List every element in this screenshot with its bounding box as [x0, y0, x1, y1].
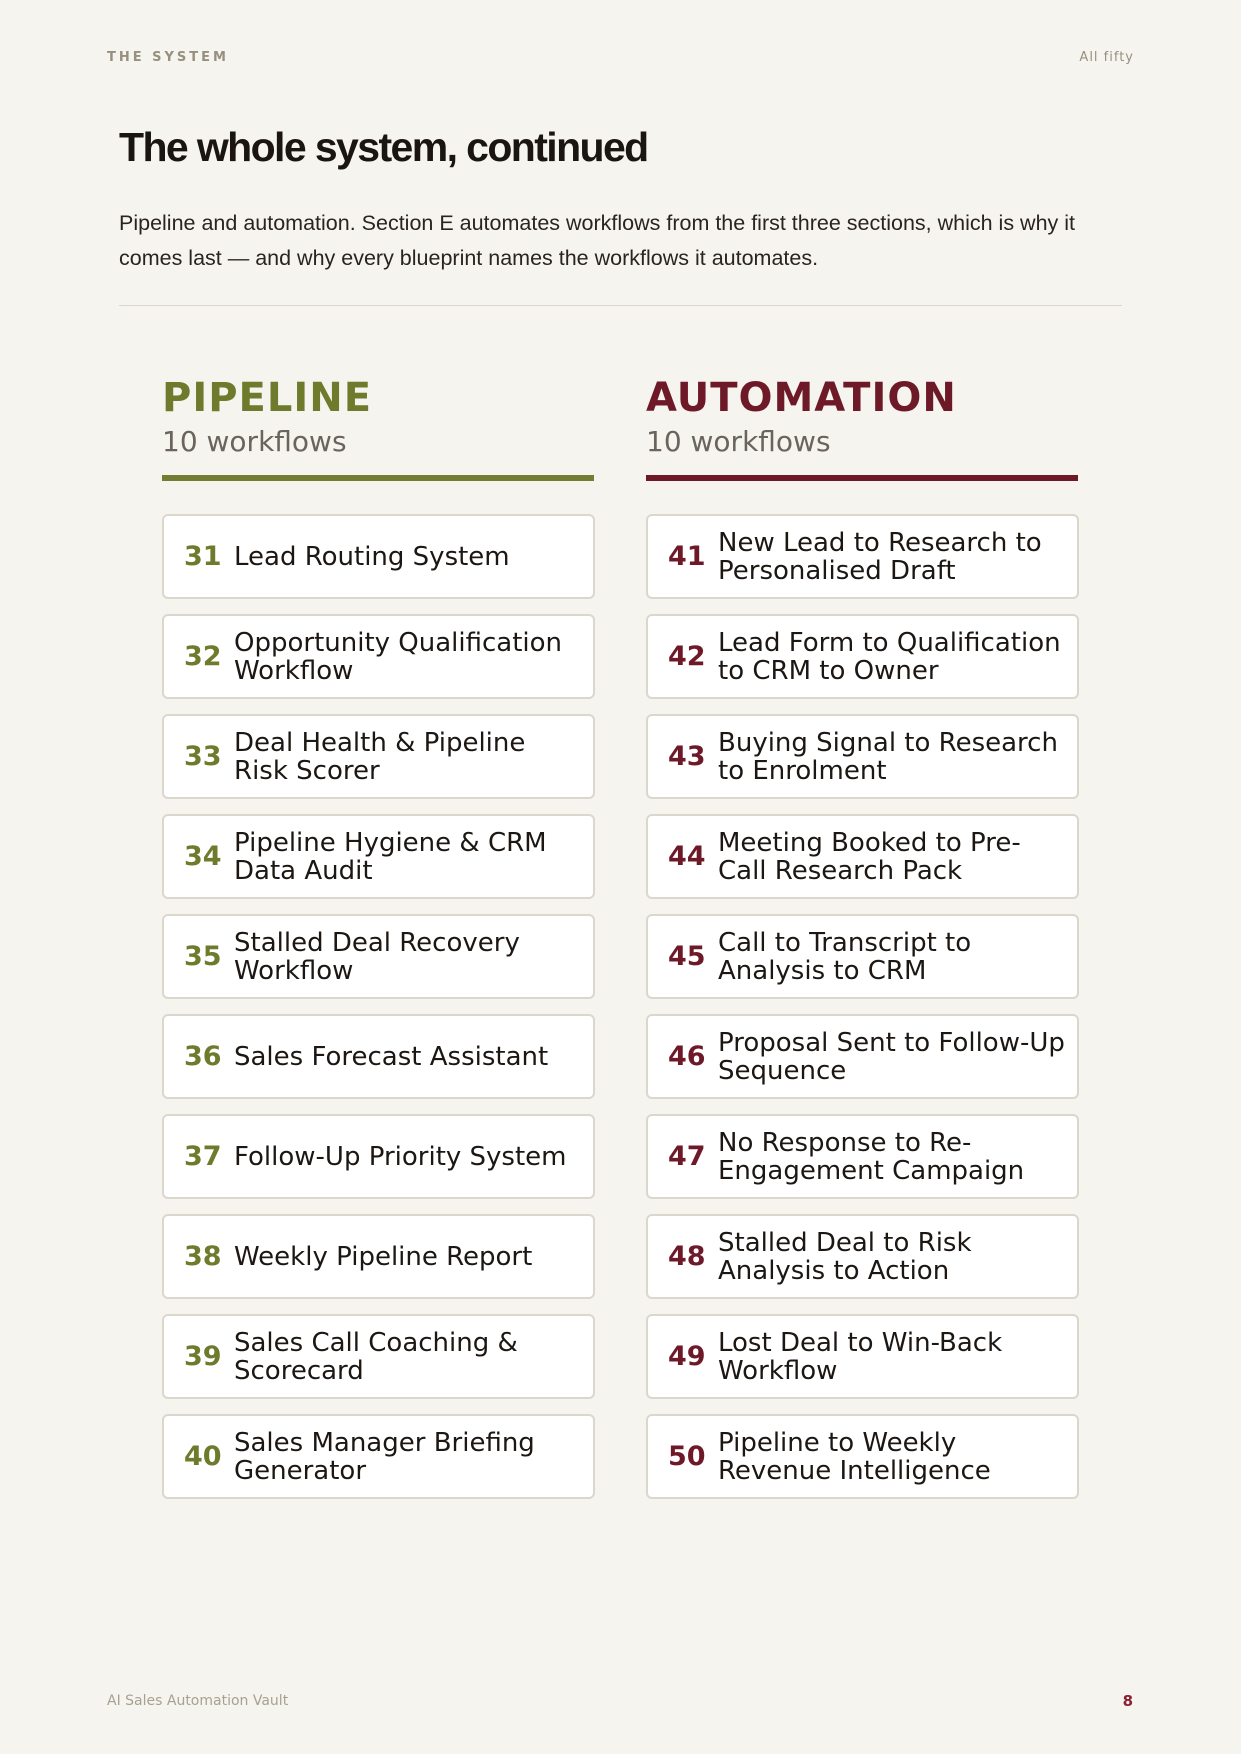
workflow-number: 49: [668, 1341, 706, 1372]
workflow-number: 50: [668, 1441, 706, 1472]
workflow-number: 44: [668, 841, 706, 872]
footer-product-name: AI Sales Automation Vault: [107, 1693, 289, 1709]
workflow-card: [646, 1114, 1079, 1199]
divider: [119, 305, 1122, 306]
automation-column: [646, 376, 1078, 1514]
workflow-number: 46: [668, 1041, 706, 1072]
section-label: THE SYSTEM: [107, 50, 229, 65]
automation-accent-bar: [646, 475, 1078, 481]
workflow-label: Stalled Deal to Risk Analysis to Action: [718, 1227, 972, 1286]
workflow-number: 36: [184, 1041, 222, 1072]
workflow-label: Stalled Deal Recovery Workflow: [234, 927, 520, 986]
workflow-number: 42: [668, 641, 706, 672]
workflow-label: Sales Forecast Assistant: [234, 1041, 549, 1072]
workflow-number: 43: [668, 741, 706, 772]
workflow-number: 48: [668, 1241, 706, 1272]
workflow-card: [646, 1314, 1079, 1399]
workflow-number: 31: [184, 541, 222, 572]
workflow-label: Deal Health & Pipeline Risk Scorer: [234, 727, 526, 786]
workflow-label: Pipeline to Weekly Revenue Intelligence: [718, 1427, 991, 1486]
workflow-card: [646, 714, 1079, 799]
workflow-card: [646, 914, 1079, 999]
intro-paragraph: Pipeline and automation. Section E automates workflows from the first three sections, which is why it comes last — and why every blueprint names the workflows it automates.: [119, 211, 1075, 270]
workflow-label: Lead Routing System: [234, 541, 510, 572]
running-head-right: All fifty: [1079, 50, 1134, 65]
workflow-label: New Lead to Research to Personalised Draft: [718, 527, 1042, 586]
pipeline-subtitle: 10 workflows: [162, 425, 347, 458]
workflow-card: [162, 714, 595, 799]
workflow-number: 32: [184, 641, 222, 672]
workflow-card: [162, 1114, 595, 1199]
workflow-label: Call to Transcript to Analysis to CRM: [718, 927, 972, 986]
workflow-number: 33: [184, 741, 222, 772]
workflow-label: Proposal Sent to Follow-Up Sequence: [718, 1027, 1065, 1086]
pipeline-list: [162, 514, 594, 1499]
workflow-number: 39: [184, 1341, 222, 1372]
workflow-label: Sales Call Coaching & Scorecard: [234, 1327, 518, 1386]
workflow-label: Opportunity Qualification Workflow: [234, 627, 563, 686]
workflow-label: Lost Deal to Win-Back Workflow: [718, 1327, 1003, 1386]
automation-subtitle: 10 workflows: [646, 425, 831, 458]
workflow-card: [646, 614, 1079, 699]
workflow-card: [162, 614, 595, 699]
page-title: The whole system, continued: [119, 124, 648, 170]
workflow-label: Weekly Pipeline Report: [234, 1241, 533, 1272]
workflow-number: 34: [184, 841, 222, 872]
workflow-label: Buying Signal to Research to Enrolment: [718, 727, 1058, 786]
workflow-number: 47: [668, 1141, 706, 1172]
workflow-card: [646, 814, 1079, 899]
workflow-number: 38: [184, 1241, 222, 1272]
workflow-label: Sales Manager Briefing Generator: [234, 1427, 535, 1486]
workflow-card: [162, 1014, 595, 1099]
workflow-card: [646, 514, 1079, 599]
workflow-number: 41: [668, 541, 706, 572]
pipeline-column: [162, 376, 594, 1514]
workflow-card: [162, 814, 595, 899]
workflow-card: [162, 1414, 595, 1499]
workflow-card: [162, 1314, 595, 1399]
workflow-card: [646, 1014, 1079, 1099]
workflow-label: Meeting Booked to Pre-Call Research Pack: [718, 827, 1021, 886]
workflow-number: 45: [668, 941, 706, 972]
workflow-card: [162, 1214, 595, 1299]
page-number: 8: [1122, 1692, 1133, 1710]
workflow-number: 37: [184, 1141, 222, 1172]
workflow-label: Lead Form to Qualification to CRM to Owner: [718, 627, 1061, 686]
workflow-number: 40: [184, 1441, 222, 1472]
workflow-label: Follow-Up Priority System: [234, 1141, 567, 1172]
workflow-card: [162, 914, 595, 999]
workflow-label: No Response to Re-Engagement Campaign: [718, 1127, 1025, 1186]
workflow-card: [646, 1214, 1079, 1299]
automation-list: [646, 514, 1078, 1499]
pipeline-title: PIPELINE: [162, 375, 373, 421]
automation-title: AUTOMATION: [646, 375, 957, 421]
workflow-number: 35: [184, 941, 222, 972]
workflow-card: [646, 1414, 1079, 1499]
workflow-label: Pipeline Hygiene & CRM Data Audit: [234, 827, 547, 886]
pipeline-accent-bar: [162, 475, 594, 481]
workflow-card: [162, 514, 595, 599]
